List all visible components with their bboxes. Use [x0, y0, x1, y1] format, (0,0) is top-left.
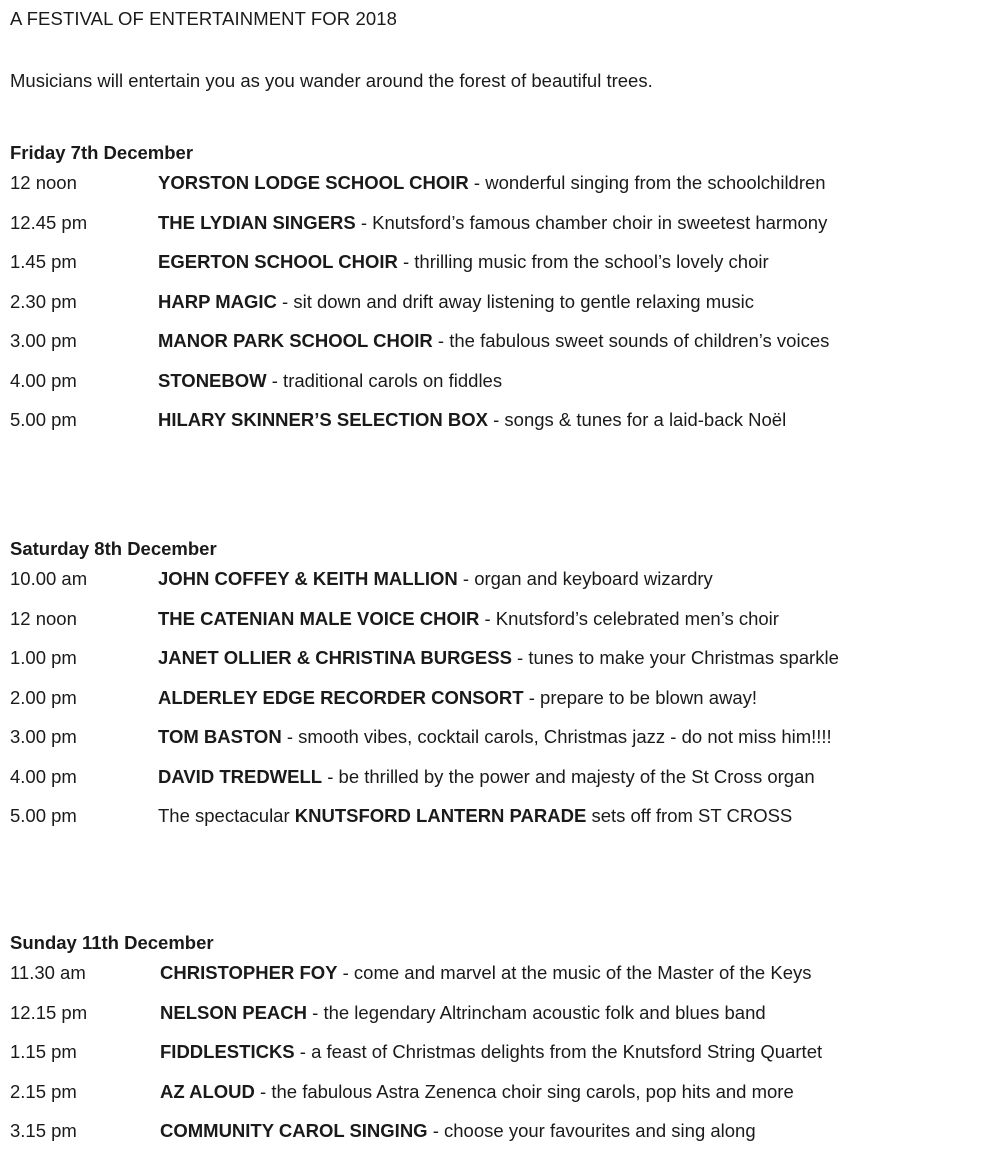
- event-time: 10.00 am: [10, 568, 88, 589]
- event-time: 3.00 pm: [10, 330, 77, 351]
- event-description: [160, 1081, 990, 1103]
- event-time: 4.00 pm: [10, 369, 77, 391]
- event-detail: - the legendary Altrincham acoustic folk and blues band: [307, 1001, 766, 1023]
- event-row: [10, 1041, 990, 1081]
- event-row: [10, 805, 990, 845]
- day-heading: Sunday 11th December: [10, 932, 214, 953]
- intro-text: Musicians will entertain you as you wander around the forest of beautiful trees.: [10, 70, 653, 91]
- event-row: [10, 726, 990, 766]
- event-row: [10, 962, 990, 1002]
- event-row: [10, 1081, 990, 1121]
- event-detail: - Knutsford’s famous chamber choir in sweetest harmony: [355, 211, 828, 233]
- event-description: [158, 726, 990, 748]
- event-description: [158, 687, 990, 709]
- event-act: HILARY SKINNER’S SELECTION BOX: [158, 409, 488, 430]
- event-row: [10, 568, 990, 608]
- event-detail: - thrilling music from the school’s lovely choir: [397, 251, 769, 272]
- event-row: [10, 1120, 990, 1160]
- event-act: DAVID TREDWELL: [158, 765, 323, 787]
- event-prefix: The spectacular: [158, 805, 295, 826]
- event-description: [158, 805, 990, 827]
- event-act: HARP MAGIC: [158, 290, 277, 312]
- event-time: 1.15 pm: [10, 1041, 77, 1062]
- event-act: FIDDLESTICKS: [160, 1041, 295, 1062]
- event-row: [10, 608, 990, 648]
- event-act: NELSON PEACH: [160, 1001, 307, 1023]
- page-title: A FESTIVAL OF ENTERTAINMENT FOR 2018: [10, 8, 398, 29]
- event-time: 12.45 pm: [10, 211, 88, 233]
- event-description: [158, 291, 990, 313]
- day-section-sunday: [10, 932, 990, 1160]
- event-act: ALDERLEY EDGE RECORDER CONSORT: [158, 686, 524, 708]
- event-detail: - traditional carols on fiddles: [266, 369, 503, 391]
- day-section-saturday: [10, 538, 990, 845]
- event-detail: - organ and keyboard wizardry: [457, 568, 713, 589]
- event-act: TOM BASTON: [158, 726, 282, 747]
- event-time: 1.45 pm: [10, 251, 77, 272]
- event-description: [158, 251, 990, 273]
- event-time: 12.15 pm: [10, 1001, 88, 1023]
- event-act: AZ ALOUD: [160, 1080, 255, 1102]
- event-detail: - come and marvel at the music of the Master of the Keys: [337, 962, 812, 983]
- event-detail: - prepare to be blown away!: [523, 686, 758, 708]
- event-time: 4.00 pm: [10, 765, 77, 787]
- event-description: [160, 1041, 990, 1063]
- event-description: [158, 172, 990, 194]
- event-row: [10, 687, 990, 727]
- event-act: JANET OLLIER & CHRISTINA BURGESS: [158, 647, 512, 668]
- event-time: 3.15 pm: [10, 1120, 77, 1141]
- event-detail: - the fabulous sweet sounds of children’s voices: [432, 330, 830, 351]
- event-row: [10, 251, 990, 291]
- event-act: EGERTON SCHOOL CHOIR: [158, 251, 398, 272]
- event-description: [158, 608, 990, 630]
- event-detail: - sit down and drift away listening to gentle relaxing music: [276, 290, 755, 312]
- event-description: [160, 962, 990, 984]
- event-act: JOHN COFFEY & KEITH MALLION: [158, 568, 458, 589]
- event-row: [10, 766, 990, 806]
- event-detail: - songs & tunes for a laid-back Noël: [487, 409, 787, 430]
- event-description: [158, 409, 990, 431]
- event-row: [10, 1002, 990, 1042]
- event-act: THE CATENIAN MALE VOICE CHOIR: [158, 607, 480, 629]
- event-row: [10, 409, 990, 449]
- event-row: [10, 647, 990, 687]
- event-description: [158, 370, 990, 392]
- event-detail: - choose your favourites and sing along: [427, 1120, 756, 1141]
- event-description: [158, 212, 990, 234]
- event-act: COMMUNITY CAROL SINGING: [160, 1120, 428, 1141]
- event-row: [10, 212, 990, 252]
- event-description: [158, 330, 990, 352]
- event-time: 3.00 pm: [10, 726, 77, 747]
- event-detail: - smooth vibes, cocktail carols, Christmas jazz - do not miss him!!!!: [281, 726, 832, 747]
- event-description: [158, 647, 990, 669]
- event-act: KNUTSFORD LANTERN PARADE: [294, 805, 587, 826]
- event-time: 1.00 pm: [10, 647, 77, 668]
- event-detail: - be thrilled by the power and majesty of the St Cross organ: [322, 765, 815, 787]
- event-act: MANOR PARK SCHOOL CHOIR: [158, 330, 433, 351]
- event-time: 2.00 pm: [10, 686, 77, 708]
- event-detail: - a feast of Christmas delights from the Knutsford String Quartet: [294, 1041, 823, 1062]
- event-row: [10, 370, 990, 410]
- event-time: 11.30 am: [10, 962, 86, 983]
- event-act: CHRISTOPHER FOY: [160, 962, 338, 983]
- event-time: 12 noon: [10, 172, 77, 193]
- event-row: [10, 172, 990, 212]
- event-description: [160, 1002, 990, 1024]
- day-section-friday: [10, 142, 990, 449]
- event-time: 5.00 pm: [10, 409, 77, 430]
- event-detail: - tunes to make your Christmas sparkle: [511, 647, 839, 668]
- event-description: [158, 766, 990, 788]
- event-detail: - the fabulous Astra Zenenca choir sing carols, pop hits and more: [254, 1080, 794, 1102]
- event-description: [158, 568, 990, 590]
- event-detail: - wonderful singing from the schoolchildren: [468, 172, 826, 193]
- day-heading: Friday 7th December: [10, 142, 194, 163]
- event-description: [160, 1120, 990, 1142]
- event-detail: sets off from ST CROSS: [586, 805, 793, 826]
- event-row: [10, 291, 990, 331]
- event-time: 2.15 pm: [10, 1080, 77, 1102]
- event-time: 2.30 pm: [10, 290, 77, 312]
- event-act: STONEBOW: [158, 369, 267, 391]
- day-heading: Saturday 8th December: [10, 538, 217, 559]
- event-act: YORSTON LODGE SCHOOL CHOIR: [158, 172, 469, 193]
- event-time: 12 noon: [10, 607, 77, 629]
- event-time: 5.00 pm: [10, 805, 77, 826]
- event-row: [10, 330, 990, 370]
- event-act: THE LYDIAN SINGERS: [158, 211, 356, 233]
- event-detail: - Knutsford’s celebrated men’s choir: [479, 607, 779, 629]
